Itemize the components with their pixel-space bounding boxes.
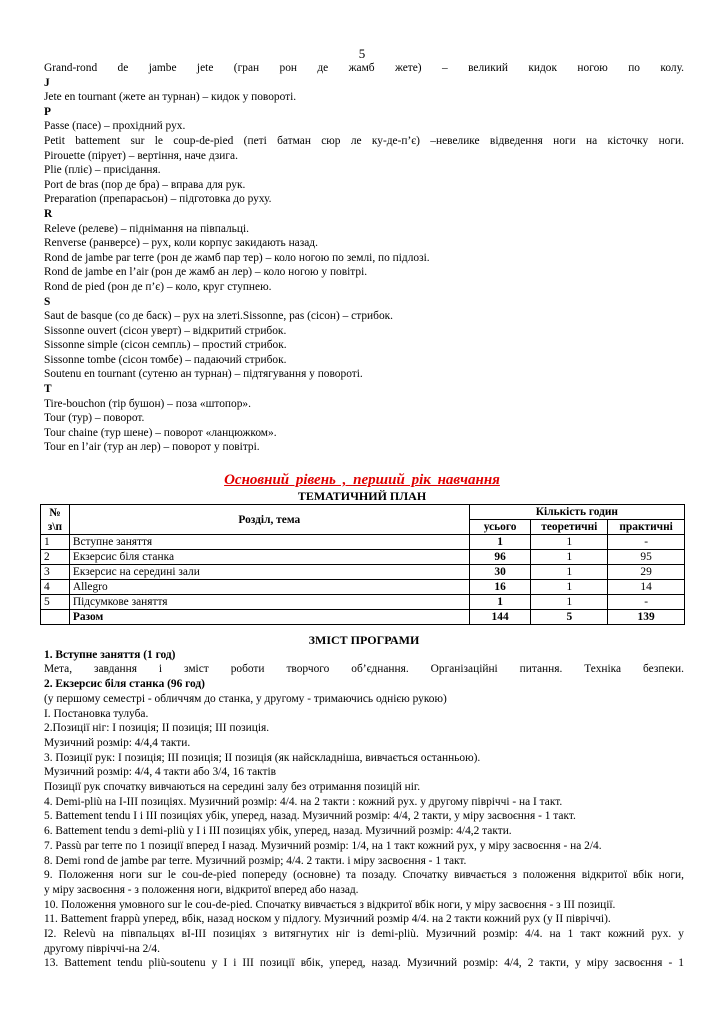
- program-section-title: 2. Екзерсис біля станка (96 год): [44, 678, 205, 691]
- glossary-letter: S: [44, 295, 51, 308]
- program-line: 10. Положення умовного sur le cou-de-pied. Спочатку вивчається з відкритої вбік ноги, у міру засвоєння - з III позиції.: [44, 898, 616, 911]
- thematic-plan-table: [40, 504, 685, 625]
- col-header-hours: Кількість годин: [469, 505, 684, 520]
- program-line: 9. Положення ноги sur le cou-de-pied попереду (основне) та позаду. Спочатку вивчається з положення відкритої вбік ноги,: [44, 869, 684, 882]
- glossary-entry: Passe (пасе) – прохідний рух.: [44, 120, 186, 133]
- program-line: 11. Battement frappù уперед, вбік, назад носком у підлогу. Музичний розмір 4/4. на 2 такти кожний рух (у II півріччі).: [44, 913, 611, 926]
- program-line: Позиції рук спочатку вивчаються на середині залу без отримання позицій ніг.: [44, 781, 421, 794]
- glossary-entry: Tour en l’air (тур ан лер) – поворот у повітрі.: [44, 441, 260, 454]
- program-line: I2. Relevù на півпальцях вІ-III позиціях з витягнутих ніг із demi-pliù. Музичний розмір: 4/4. на 1 такт кожний рух. у: [44, 928, 684, 941]
- glossary-entry: Tire-bouchon (тір бушон) – поза «штопор».: [44, 397, 251, 410]
- program-line: Мета, завдання і зміст роботи творчого об’єднання. Організаційні питання. Техніка безпеки.: [44, 663, 684, 676]
- table-row: [41, 550, 685, 565]
- glossary-entry: Tour chaine (тур шене) – поворот «ланцюжком».: [44, 426, 277, 439]
- table-row: [41, 535, 685, 550]
- row-title-cell: Allegro: [69, 580, 469, 595]
- table-row: [41, 595, 685, 610]
- glossary-entry: Rond de pied (рон де п’є) – коло, круг ступнею.: [44, 280, 272, 293]
- row-number-cell: 3: [41, 565, 70, 580]
- glossary-entry: Sissonne ouvert (сісон уверт) – відкритий стрибок.: [44, 324, 287, 337]
- glossary-entry: Port de bras (пор де бра) – вправа для рук.: [44, 178, 246, 191]
- glossary-entry: Pirouette (пірует) – вертіння, наче дзига.: [44, 149, 238, 162]
- glossary-letter: P: [44, 105, 51, 118]
- row-theory-cell: 1: [531, 580, 608, 595]
- row-practice-cell: -: [608, 535, 685, 550]
- program-line: 8. Demi rond de jambe par terre. Музичний розмір; 4/4. 2 такти. і міру засвоєння - 1 такт.: [44, 854, 467, 867]
- program-line: 7. Passù par terre по 1 позиції вперед I назад. Музичний розмір: 1/4, на 1 такт кожний рух, у міру засвоєння - на 2/4.: [44, 839, 602, 852]
- col-header-practice: практичні: [608, 520, 685, 535]
- col-header-total: усього: [469, 520, 531, 535]
- glossary-list: [44, 61, 684, 455]
- program-line: 13. Battement tendu pliù-soutenu у I і III позиції вбік, уперед, назад. Музичний розмір: 4/4, 2 такти, у міру засвоєння - 1: [44, 957, 684, 970]
- glossary-entry: Preparation (препарасьон) – підготовка до руху.: [44, 193, 272, 206]
- page-number: 5: [358, 46, 366, 61]
- program-line: 4. Demi-pliù на I-III позиціях. Музичний розмір: 4/4. на 2 такти : кожний рух. у другому півріччі - на I такт.: [44, 795, 563, 808]
- total-title-cell: Разом: [69, 610, 469, 625]
- total-practice-cell: 139: [608, 610, 685, 625]
- row-title-cell: Екзерсис на середині зали: [69, 565, 469, 580]
- col-header-title: Розділ, тема: [69, 505, 469, 535]
- row-theory-cell: 1: [531, 550, 608, 565]
- row-number-cell: 2: [41, 550, 70, 565]
- col-header-theory: теоретичні: [531, 520, 608, 535]
- program-line: 3. Позиції рук: I позиція; III позиція; II позиція (як найскладніша, вивчається останньою).: [44, 751, 481, 764]
- row-title-cell: Екзерсис біля станка: [69, 550, 469, 565]
- table-row: [41, 565, 685, 580]
- table-total-row: [41, 610, 685, 625]
- glossary-entry: Sissonne simple (сісон семпль) – простий стрибок.: [44, 339, 287, 352]
- glossary-entry: Renverse (ранверсе) – рух, коли корпус закидають назад.: [44, 237, 318, 250]
- program-line: 6. Battement tendu з demi-pliù у I і III позиціях убік, уперед, назад. Музичний розмір: 4/4,2 такти.: [44, 825, 512, 838]
- glossary-entry: Releve (релеве) – піднімання на півпальці.: [44, 222, 249, 235]
- program-line: Музичний розмір: 4/4,4 такти.: [44, 736, 191, 749]
- program-list: [44, 648, 684, 971]
- program-section-title: 1. Вступне заняття (1 год): [44, 648, 176, 661]
- glossary-letter: R: [44, 207, 53, 220]
- row-title-cell: Підсумкове заняття: [69, 595, 469, 610]
- col-header-number: № з\п: [41, 505, 70, 535]
- program-line: другому півріччі-на 2/4.: [44, 942, 160, 955]
- row-theory-cell: 1: [531, 595, 608, 610]
- row-practice-cell: 29: [608, 565, 685, 580]
- glossary-entry: Soutenu en tournant (сутеню ан турнан) – підтягування у повороті.: [44, 368, 363, 381]
- program-line: 2.Позиції ніг: I позиція; II позиція; ІІІ позиція.: [44, 722, 270, 735]
- row-total-cell: 16: [469, 580, 531, 595]
- glossary-entry: Petit battement sur le coup-de-pied (петі батман сюр ле ку-де-п’є) –невелике відведення ноги на кісточку ноги.: [44, 134, 684, 147]
- glossary-entry: Saut de basque (со де баск) – рух на злеті.Sissonne, pas (сісон) – стрибок.: [44, 310, 394, 323]
- section-heading: Основний рівень , перший рік навчання: [224, 472, 500, 488]
- table-header-row: [41, 505, 685, 520]
- total-hours-cell: 144: [469, 610, 531, 625]
- row-total-cell: 96: [469, 550, 531, 565]
- row-number-cell: 4: [41, 580, 70, 595]
- table-row: [41, 580, 685, 595]
- program-line: 5. Battement tendu I і III позиціях убік, уперед, назад. Музичний розмір: 4/4, 2 такти, у міру засвоєння - 1 такт.: [44, 810, 576, 823]
- glossary-entry: Jete en tournant (жете ан турнан) – кидок у повороті.: [44, 91, 297, 104]
- row-number-cell: 5: [41, 595, 70, 610]
- glossary-entry: Rond de jambe par terre (рон де жамб пар тер) – коло ногою по землі, по підлозі.: [44, 251, 430, 264]
- glossary-entry: Sissonne tombe (сісон томбе) – падаючий стрибок.: [44, 353, 287, 366]
- row-total-cell: 1: [469, 595, 531, 610]
- program-line: Музичний розмір: 4/4, 4 такти або 3/4, 16 тактів: [44, 766, 277, 779]
- table-body: [41, 535, 685, 610]
- row-title-cell: Вступне заняття: [69, 535, 469, 550]
- row-total-cell: 30: [469, 565, 531, 580]
- plan-heading: ТЕМАТИЧНИЙ ПЛАН: [297, 489, 427, 503]
- program-line: І. Постановка тулуба.: [44, 707, 149, 720]
- row-practice-cell: 14: [608, 580, 685, 595]
- row-theory-cell: 1: [531, 535, 608, 550]
- program-content: [44, 633, 684, 971]
- glossary-entry: Plie (пліє) – присідання.: [44, 164, 161, 177]
- program-heading: ЗМІСТ ПРОГРАМИ: [308, 633, 420, 647]
- total-theory-cell: 5: [531, 610, 608, 625]
- glossary-entry: Rond de jambe en l’air (рон де жамб ан лер) – коло ногою у повітрі.: [44, 266, 368, 279]
- glossary-letter: T: [44, 383, 52, 396]
- row-practice-cell: 95: [608, 550, 685, 565]
- program-line: (у першому семестрі - обличчям до станка, у другому - тримаючись однією рукою): [44, 692, 447, 705]
- total-num-cell: [41, 610, 70, 625]
- glossary-entry: Tour (тур) – поворот.: [44, 412, 145, 425]
- row-theory-cell: 1: [531, 565, 608, 580]
- glossary-entry: Grand-rond de jambe jete (гран рон де жамб жете) – великий кидок ногою по колу.: [44, 62, 684, 74]
- glossary-letter: J: [44, 76, 50, 89]
- row-total-cell: 1: [469, 535, 531, 550]
- row-number-cell: 1: [41, 535, 70, 550]
- row-practice-cell: -: [608, 595, 685, 610]
- program-line: у міру засвоєння - з положення ноги, відкритої вперед або назад.: [44, 883, 359, 896]
